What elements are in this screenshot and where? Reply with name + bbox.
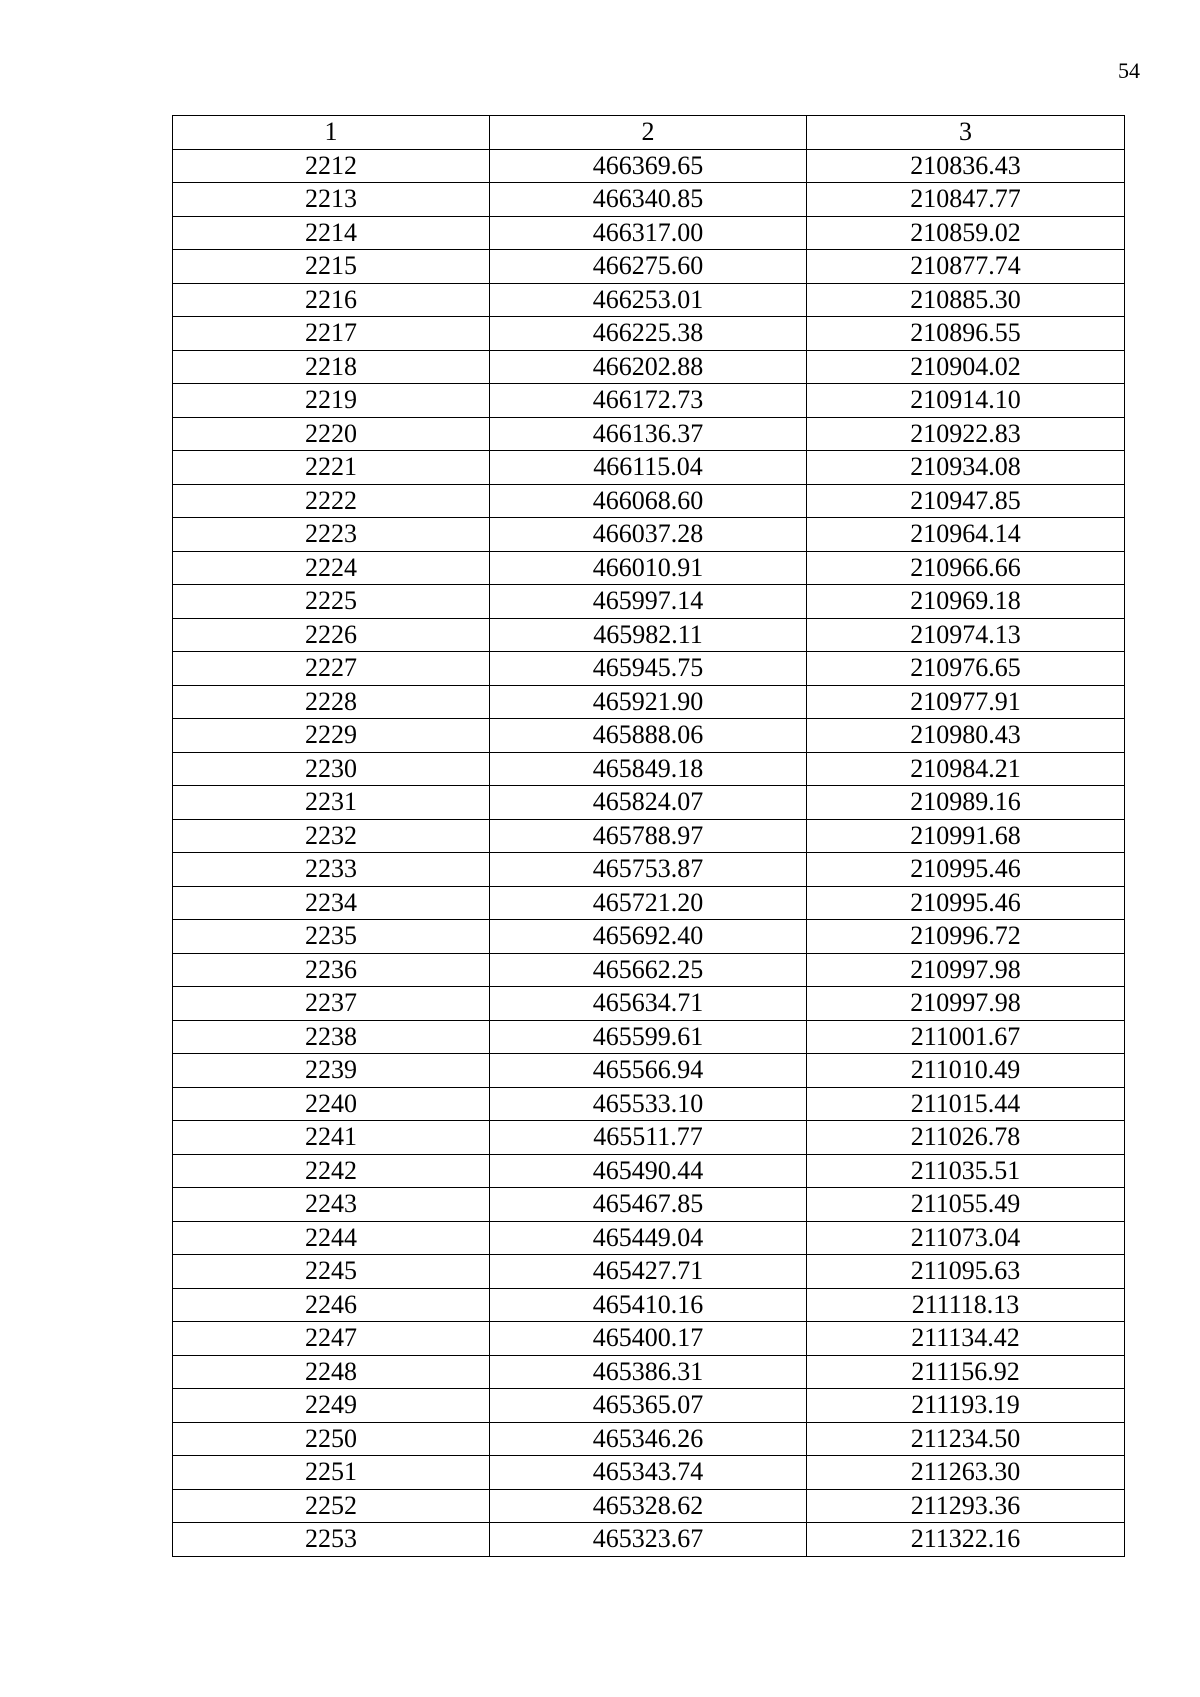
coordinate-x-cell: 465386.31 [490,1355,807,1389]
point-number-cell: 2212 [173,149,490,183]
table-row [173,350,1125,384]
coordinate-y-cell: 211055.49 [807,1188,1125,1222]
table-row [173,451,1125,485]
table-row [173,886,1125,920]
table-row [173,1188,1125,1222]
coordinate-y-cell: 210984.21 [807,752,1125,786]
coordinate-x-cell: 465566.94 [490,1054,807,1088]
point-number-cell: 2219 [173,384,490,418]
coordinate-y-cell: 210885.30 [807,283,1125,317]
point-number-cell: 2238 [173,1020,490,1054]
point-number-cell: 2222 [173,484,490,518]
coordinate-y-cell: 210922.83 [807,417,1125,451]
coordinate-y-cell: 210996.72 [807,920,1125,954]
coordinate-x-cell: 466037.28 [490,518,807,552]
coordinate-y-cell: 211001.67 [807,1020,1125,1054]
table-row [173,585,1125,619]
coordinate-y-cell: 210995.46 [807,853,1125,887]
coordinate-x-cell: 465427.71 [490,1255,807,1289]
table-row [173,1020,1125,1054]
point-number-cell: 2232 [173,819,490,853]
point-number-cell: 2241 [173,1121,490,1155]
point-number-cell: 2244 [173,1221,490,1255]
coordinate-x-cell: 465400.17 [490,1322,807,1356]
column-header: 2 [490,116,807,150]
coordinate-x-cell: 465343.74 [490,1456,807,1490]
coordinate-y-cell: 211035.51 [807,1154,1125,1188]
coordinate-x-cell: 465599.61 [490,1020,807,1054]
coordinate-x-cell: 465692.40 [490,920,807,954]
coordinate-x-cell: 466253.01 [490,283,807,317]
point-number-cell: 2251 [173,1456,490,1490]
coordinate-x-cell: 466275.60 [490,250,807,284]
point-number-cell: 2248 [173,1355,490,1389]
coordinate-y-cell: 211026.78 [807,1121,1125,1155]
coordinate-x-cell: 466340.85 [490,183,807,217]
table-row [173,1255,1125,1289]
point-number-cell: 2246 [173,1288,490,1322]
table-row [173,685,1125,719]
table-row [173,1221,1125,1255]
point-number-cell: 2217 [173,317,490,351]
coordinate-y-cell: 211118.13 [807,1288,1125,1322]
coordinate-y-cell: 210974.13 [807,618,1125,652]
coordinate-x-cell: 465997.14 [490,585,807,619]
coordinate-y-cell: 210966.66 [807,551,1125,585]
point-number-cell: 2245 [173,1255,490,1289]
coordinate-y-cell: 210997.98 [807,987,1125,1021]
point-number-cell: 2225 [173,585,490,619]
table-row [173,183,1125,217]
coordinate-x-cell: 466136.37 [490,417,807,451]
coordinate-x-cell: 466068.60 [490,484,807,518]
coordinate-y-cell: 211322.16 [807,1523,1125,1557]
point-number-cell: 2235 [173,920,490,954]
table-row [173,283,1125,317]
coordinate-x-cell: 466317.00 [490,216,807,250]
coordinate-x-cell: 465511.77 [490,1121,807,1155]
point-number-cell: 2249 [173,1389,490,1423]
coordinate-y-cell: 211193.19 [807,1389,1125,1423]
coordinate-y-cell: 210991.68 [807,819,1125,853]
point-number-cell: 2218 [173,350,490,384]
coordinate-x-cell: 465982.11 [490,618,807,652]
coordinates-table [172,115,1125,1557]
column-header: 3 [807,116,1125,150]
coordinate-y-cell: 211293.36 [807,1489,1125,1523]
coordinate-y-cell: 210976.65 [807,652,1125,686]
table-row [173,417,1125,451]
coordinate-x-cell: 465410.16 [490,1288,807,1322]
table-row [173,618,1125,652]
coordinate-x-cell: 465328.62 [490,1489,807,1523]
table-row [173,216,1125,250]
coordinate-y-cell: 211134.42 [807,1322,1125,1356]
point-number-cell: 2237 [173,987,490,1021]
coordinate-y-cell: 210836.43 [807,149,1125,183]
table-row [173,1154,1125,1188]
coordinate-x-cell: 465921.90 [490,685,807,719]
point-number-cell: 2252 [173,1489,490,1523]
point-number-cell: 2215 [173,250,490,284]
point-number-cell: 2228 [173,685,490,719]
coordinate-y-cell: 210969.18 [807,585,1125,619]
coordinate-y-cell: 210877.74 [807,250,1125,284]
table-row [173,1422,1125,1456]
point-number-cell: 2240 [173,1087,490,1121]
coordinate-y-cell: 210859.02 [807,216,1125,250]
coordinate-y-cell: 210997.98 [807,953,1125,987]
coordinate-y-cell: 211234.50 [807,1422,1125,1456]
coordinate-x-cell: 466225.38 [490,317,807,351]
point-number-cell: 2233 [173,853,490,887]
page-number: 54 [1118,58,1140,83]
column-header: 1 [173,116,490,150]
table-row [173,1322,1125,1356]
point-number-cell: 2223 [173,518,490,552]
table-row [173,953,1125,987]
table-row [173,1288,1125,1322]
table-header-row [173,116,1125,150]
table-row [173,1389,1125,1423]
coordinate-y-cell: 211015.44 [807,1087,1125,1121]
coordinate-x-cell: 465365.07 [490,1389,807,1423]
table-row [173,752,1125,786]
coordinate-x-cell: 465753.87 [490,853,807,887]
table-body [173,149,1125,1556]
point-number-cell: 2221 [173,451,490,485]
coordinate-x-cell: 465945.75 [490,652,807,686]
table-row [173,719,1125,753]
coordinate-y-cell: 210989.16 [807,786,1125,820]
table-row [173,652,1125,686]
coordinate-y-cell: 211073.04 [807,1221,1125,1255]
table-row [173,384,1125,418]
point-number-cell: 2250 [173,1422,490,1456]
table-row [173,1355,1125,1389]
coordinate-y-cell: 211010.49 [807,1054,1125,1088]
table-row [173,484,1125,518]
table-row [173,1523,1125,1557]
coordinate-x-cell: 465490.44 [490,1154,807,1188]
coordinate-y-cell: 211263.30 [807,1456,1125,1490]
coordinate-x-cell: 465849.18 [490,752,807,786]
coordinate-x-cell: 466115.04 [490,451,807,485]
table-row [173,250,1125,284]
point-number-cell: 2227 [173,652,490,686]
table-row [173,987,1125,1021]
coordinate-y-cell: 210904.02 [807,350,1125,384]
coordinate-y-cell: 211095.63 [807,1255,1125,1289]
coordinate-x-cell: 465888.06 [490,719,807,753]
coordinate-x-cell: 466369.65 [490,149,807,183]
point-number-cell: 2243 [173,1188,490,1222]
point-number-cell: 2236 [173,953,490,987]
coordinate-x-cell: 466202.88 [490,350,807,384]
point-number-cell: 2239 [173,1054,490,1088]
table-row [173,1054,1125,1088]
table-row [173,819,1125,853]
point-number-cell: 2230 [173,752,490,786]
point-number-cell: 2247 [173,1322,490,1356]
table-row [173,786,1125,820]
table-row [173,853,1125,887]
coordinate-y-cell: 210995.46 [807,886,1125,920]
table-row [173,317,1125,351]
coordinate-x-cell: 466010.91 [490,551,807,585]
coordinate-y-cell: 210847.77 [807,183,1125,217]
table-row [173,1456,1125,1490]
coordinate-y-cell: 210934.08 [807,451,1125,485]
point-number-cell: 2229 [173,719,490,753]
table-row [173,920,1125,954]
table-row [173,1087,1125,1121]
coordinate-x-cell: 465634.71 [490,987,807,1021]
point-number-cell: 2220 [173,417,490,451]
coordinate-x-cell: 465467.85 [490,1188,807,1222]
coordinate-y-cell: 210896.55 [807,317,1125,351]
coordinate-x-cell: 465449.04 [490,1221,807,1255]
table-row [173,518,1125,552]
coordinate-y-cell: 211156.92 [807,1355,1125,1389]
table-row [173,1121,1125,1155]
point-number-cell: 2216 [173,283,490,317]
point-number-cell: 2214 [173,216,490,250]
coordinate-x-cell: 465721.20 [490,886,807,920]
point-number-cell: 2231 [173,786,490,820]
coordinate-y-cell: 210977.91 [807,685,1125,719]
table-header [173,116,1125,150]
point-number-cell: 2224 [173,551,490,585]
point-number-cell: 2213 [173,183,490,217]
coordinate-y-cell: 210964.14 [807,518,1125,552]
point-number-cell: 2226 [173,618,490,652]
coordinate-y-cell: 210947.85 [807,484,1125,518]
coordinate-x-cell: 465788.97 [490,819,807,853]
table-row [173,1489,1125,1523]
coordinate-x-cell: 465662.25 [490,953,807,987]
point-number-cell: 2253 [173,1523,490,1557]
coordinate-x-cell: 465824.07 [490,786,807,820]
coordinate-y-cell: 210980.43 [807,719,1125,753]
coordinate-x-cell: 466172.73 [490,384,807,418]
coordinate-y-cell: 210914.10 [807,384,1125,418]
coordinate-x-cell: 465323.67 [490,1523,807,1557]
point-number-cell: 2242 [173,1154,490,1188]
point-number-cell: 2234 [173,886,490,920]
coordinate-x-cell: 465346.26 [490,1422,807,1456]
table-row [173,551,1125,585]
table-row [173,149,1125,183]
coordinate-x-cell: 465533.10 [490,1087,807,1121]
